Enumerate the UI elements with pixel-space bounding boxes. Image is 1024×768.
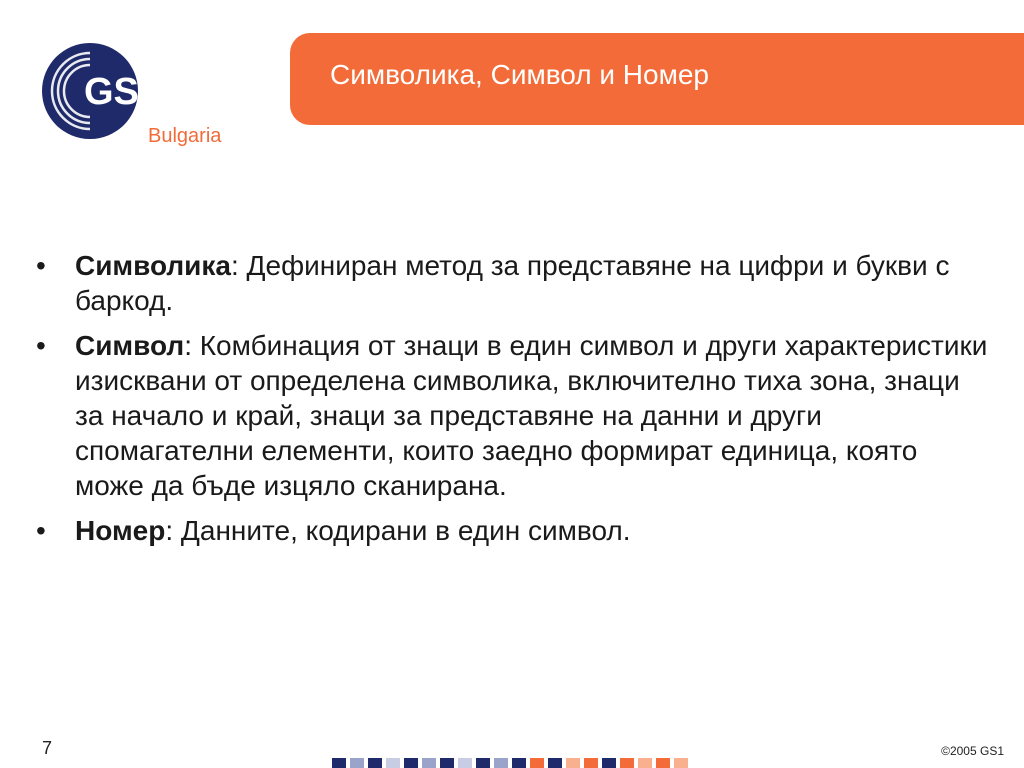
- term-symbology: Символика: [75, 250, 231, 281]
- logo-brand-text: GS1: [84, 71, 161, 113]
- bullet-icon: •: [36, 515, 46, 546]
- definition-list: [30, 248, 990, 558]
- definition-symbol: : Комбинация от знаци в един символ и други характеристики изисквани от определена символика, включително тиха зона, знаци за начало и край, знаци за представяне на данни и други спомагателни елементи, които заедно формират единица, която може да бъде изцяло сканирана.: [75, 330, 988, 501]
- term-number: Номер: [75, 515, 166, 546]
- copyright-notice: ©2005 GS1: [941, 744, 1004, 758]
- bullet-number: [30, 513, 990, 548]
- bullet-icon: •: [36, 330, 46, 361]
- gs1-logo-icon: [40, 36, 240, 156]
- definition-number: : Данните, кодирани в един символ.: [165, 515, 631, 546]
- definition-symbology: : Дефиниран метод за представяне на цифри и букви с баркод.: [75, 250, 950, 316]
- bullet-symbology: [30, 248, 990, 318]
- decorative-footer-bars: [332, 758, 692, 768]
- gs1-bulgaria-logo: [40, 36, 240, 156]
- page-title: Символика, Символ и Номер: [330, 59, 709, 90]
- term-symbol: Символ: [75, 330, 185, 361]
- bullet-symbol: [30, 328, 990, 503]
- page-number: 7: [42, 738, 53, 758]
- bullet-icon: •: [36, 250, 46, 281]
- logo-country-text: Bulgaria: [148, 125, 222, 147]
- title-banner: [290, 33, 1024, 125]
